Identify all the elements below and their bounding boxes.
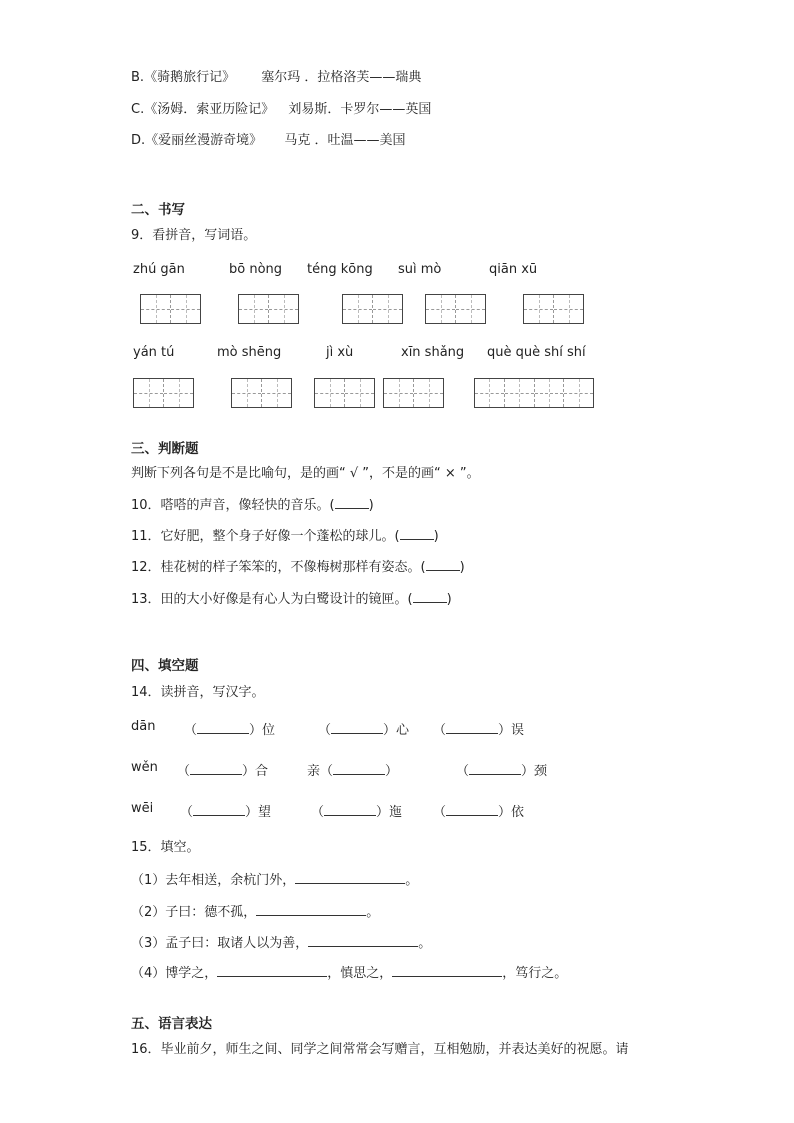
- judgment-text: 12．桂花树的样子笨笨的，不像梅树那样有姿态。(: [131, 560, 426, 575]
- pinyin-label: zhú gān: [133, 262, 185, 277]
- close-paren: ）: [498, 805, 512, 820]
- section-heading-writing: 二、书写: [131, 202, 185, 218]
- close-paren: ): [368, 498, 374, 513]
- close-paren: ）: [376, 805, 390, 820]
- judgment-instruction: 判断下列各句是不是比喻句，是的画“ √ ”，不是的画“ × ”。: [131, 466, 480, 481]
- answer-blank[interactable]: [324, 802, 376, 816]
- option-author: 刘易斯．卡罗尔——英国: [288, 102, 432, 117]
- char-suffix: 颈: [534, 764, 548, 779]
- fill-line-4: [131, 962, 567, 981]
- fill-line-2: [131, 901, 379, 920]
- answer-blank[interactable]: [400, 526, 434, 540]
- answer-blank[interactable]: [256, 902, 366, 916]
- option-author: 马克 ．吐温——美国: [284, 133, 406, 148]
- answer-blank[interactable]: [197, 720, 249, 734]
- char-fill-item: [307, 760, 398, 779]
- close-paren: ）: [385, 764, 399, 779]
- pinyin-label: téng kōng: [307, 262, 373, 277]
- pinyin-wen: wěn: [131, 760, 158, 775]
- pinyin-label: què què shí shí: [487, 345, 586, 360]
- answer-blank[interactable]: [469, 761, 521, 775]
- char-suffix: 位: [262, 723, 276, 738]
- answer-blank[interactable]: [426, 557, 460, 571]
- char-fill-item: [456, 760, 547, 779]
- fill-suffix: 。: [418, 936, 432, 951]
- fill-middle: ，慎思之，: [327, 966, 393, 981]
- writing-grid[interactable]: [523, 294, 584, 324]
- writing-grid[interactable]: [425, 294, 486, 324]
- answer-blank[interactable]: [446, 802, 498, 816]
- writing-grid[interactable]: [133, 378, 194, 408]
- char-fill-item: [184, 719, 275, 738]
- char-suffix: 心: [396, 723, 410, 738]
- judgment-text: 13．田的大小好像是有心人为白鹭设计的镜匣。(: [131, 592, 413, 607]
- fill-prefix: （1）去年相送，余杭门外，: [131, 873, 296, 888]
- section-heading-judgment: 三、判断题: [131, 441, 199, 457]
- char-suffix: 依: [511, 805, 525, 820]
- answer-blank[interactable]: [331, 720, 383, 734]
- close-paren: ）: [498, 723, 512, 738]
- option-c: [131, 98, 431, 117]
- open-paren: （: [311, 805, 325, 820]
- char-suffix: 迤: [389, 805, 403, 820]
- pinyin-label: xīn shǎng: [401, 345, 465, 360]
- option-d: [131, 129, 405, 148]
- answer-blank[interactable]: [446, 720, 498, 734]
- char-fill-item: [180, 801, 271, 820]
- judgment-text: 11．它好肥，整个身子好像一个蓬松的球儿。(: [131, 529, 400, 544]
- pinyin-label: bō nòng: [229, 262, 283, 277]
- writing-grid[interactable]: [474, 378, 594, 408]
- judgment-text: 10．嗒嗒的声音，像轻快的音乐。(: [131, 498, 335, 513]
- open-paren: （: [456, 764, 470, 779]
- pinyin-dan: dān: [131, 719, 156, 734]
- section-heading-expression: 五、语言表达: [131, 1016, 212, 1032]
- open-paren: （: [180, 805, 194, 820]
- fill-prefix: （3）孟子曰：取诸人以为善，: [131, 936, 309, 951]
- question-15: 15．填空。: [131, 840, 200, 855]
- answer-blank[interactable]: [217, 963, 327, 977]
- close-paren: ）: [383, 723, 397, 738]
- writing-grid[interactable]: [140, 294, 201, 324]
- char-fill-item: [177, 760, 268, 779]
- close-paren: ）: [242, 764, 256, 779]
- option-letter: C.: [131, 102, 145, 117]
- section-heading-fill: 四、填空题: [131, 658, 199, 674]
- char-suffix: 望: [258, 805, 272, 820]
- answer-blank[interactable]: [392, 963, 502, 977]
- close-paren: ）: [249, 723, 263, 738]
- answer-blank[interactable]: [335, 495, 369, 509]
- fill-prefix: （2）子曰：德不孤，: [131, 905, 257, 920]
- judgment-item-10: [131, 494, 374, 513]
- writing-grid[interactable]: [342, 294, 403, 324]
- close-paren: ）: [521, 764, 535, 779]
- fill-prefix: （4）博学之，: [131, 966, 218, 981]
- option-author: 塞尔玛 ．拉格洛芙——瑞典: [261, 70, 422, 85]
- question-14: 14．读拼音，写汉字。: [131, 685, 265, 700]
- fill-line-1: [131, 869, 418, 888]
- pinyin-label: yán tú: [133, 345, 175, 360]
- char-suffix: 合: [255, 764, 269, 779]
- close-paren: ): [459, 560, 465, 575]
- pinyin-label: suì mò: [398, 262, 442, 277]
- question-9: 9．看拼音，写词语。: [131, 228, 257, 243]
- fill-suffix: 。: [405, 873, 419, 888]
- writing-grid[interactable]: [314, 378, 375, 408]
- judgment-item-11: [131, 525, 439, 544]
- writing-grid[interactable]: [383, 378, 444, 408]
- close-paren: ）: [245, 805, 259, 820]
- option-letter: B.: [131, 70, 145, 85]
- writing-grid[interactable]: [238, 294, 299, 324]
- answer-blank[interactable]: [193, 802, 245, 816]
- writing-grid[interactable]: [231, 378, 292, 408]
- pinyin-label: jì xù: [326, 345, 354, 360]
- close-paren: ): [433, 529, 439, 544]
- char-fill-item: [433, 801, 524, 820]
- fill-suffix: 。: [366, 905, 380, 920]
- open-paren: （: [433, 723, 447, 738]
- fill-suffix: ，笃行之。: [502, 966, 568, 981]
- pinyin-wei: wēi: [131, 801, 154, 816]
- answer-blank[interactable]: [308, 933, 418, 947]
- question-16: 16．毕业前夕，师生之间、同学之间常常会写赠言，互相勉励，并表达美好的祝愿。请: [131, 1042, 629, 1057]
- close-paren: ): [446, 592, 452, 607]
- open-paren: （: [320, 764, 334, 779]
- judgment-item-13: [131, 588, 452, 607]
- open-paren: （: [318, 723, 332, 738]
- char-fill-item: [311, 801, 402, 820]
- answer-blank[interactable]: [190, 761, 242, 775]
- char-suffix: 误: [511, 723, 525, 738]
- char-fill-item: [433, 719, 524, 738]
- open-paren: （: [177, 764, 191, 779]
- option-book: 《汤姆．索亚历险记》: [144, 102, 275, 117]
- pinyin-label: qiān xū: [489, 262, 538, 277]
- pinyin-label: mò shēng: [217, 345, 282, 360]
- char-fill-item: [318, 719, 409, 738]
- option-letter: D.: [131, 133, 146, 148]
- open-paren: （: [433, 805, 447, 820]
- fill-line-3: [131, 932, 431, 951]
- option-b: [131, 66, 421, 85]
- answer-blank[interactable]: [295, 870, 405, 884]
- answer-blank[interactable]: [333, 761, 385, 775]
- judgment-item-12: [131, 556, 465, 575]
- char-prefix: 亲: [307, 764, 321, 779]
- option-book: 《骑鹅旅行记》: [144, 70, 236, 85]
- open-paren: （: [184, 723, 198, 738]
- answer-blank[interactable]: [413, 589, 447, 603]
- option-book: 《爱丽丝漫游奇境》: [145, 133, 263, 148]
